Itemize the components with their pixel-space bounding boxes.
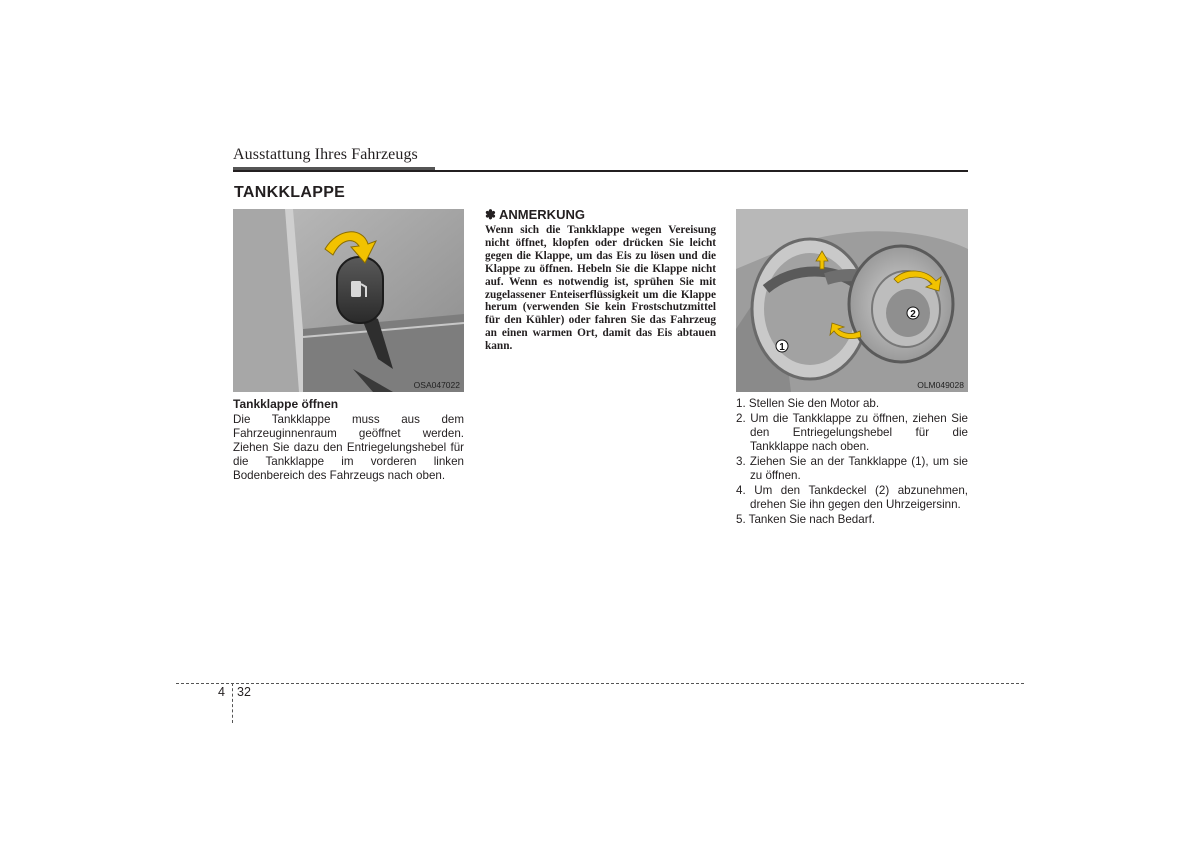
chapter-number: 4 xyxy=(218,685,225,699)
list-item: 2. Um die Tankklappe zu öffnen, ziehen Sie den Entriegelungshebel für die Tankklappe nach oben. xyxy=(736,412,968,453)
list-item: 1. Stellen Sie den Motor ab. xyxy=(736,397,880,410)
note-body: Wenn sich die Tankklappe wegen Vereisung nicht öffnet, klopfen oder drücken Sie leicht gegen die Klappe, um das Eis zu lösen und die Klappe zu öffnen. Hebeln Sie die Klappe nicht auf. Wenn es notwendig ist, sprühen Sie mit zugelassener Enteiserflüssigkeit um die Klappe herum (verwenden Sie kein Frostschutzmittel für den Kühler) oder fahren Sie das Fahrzeug an einen warmen Ort, damit das Eis abtauen kann. xyxy=(485,224,716,353)
footer-rule xyxy=(176,683,1024,684)
callout-1: 1 xyxy=(779,342,785,353)
callout-2: 2 xyxy=(910,309,916,320)
list-item: 5. Tanken Sie nach Bedarf. xyxy=(736,513,876,526)
section-title: TANKKLAPPE xyxy=(234,184,346,201)
steps-list xyxy=(736,397,968,528)
header-rule xyxy=(233,170,968,172)
page-number: 32 xyxy=(237,685,251,699)
figure-code: OSA047022 xyxy=(413,380,460,390)
fuel-release-lever-photo xyxy=(233,209,464,392)
running-header: Ausstattung Ihres Fahrzeugs xyxy=(233,146,418,163)
fuel-door-photo xyxy=(736,209,968,392)
footer-divider xyxy=(232,683,233,723)
note-box xyxy=(485,207,716,353)
list-item: 4. Um den Tankdeckel (2) abzunehmen, drehen Sie ihn gegen den Uhrzeigersinn. xyxy=(736,484,968,511)
note-title: ✽ ANMERKUNG xyxy=(485,207,585,222)
list-item: 3. Ziehen Sie an der Tankklappe (1), um sie zu öffnen. xyxy=(736,455,968,482)
subheading: Tankklappe öffnen xyxy=(233,397,339,411)
paragraph: Die Tankklappe muss aus dem Fahrzeuginnenraum geöffnet werden. Ziehen Sie dazu den Entriegelungshebel für die Tankklappe im vorderen linken Bodenbereich des Fahrzeugs nach oben. xyxy=(233,413,464,482)
figure-code: OLM049028 xyxy=(917,380,964,390)
left-column xyxy=(233,397,464,483)
